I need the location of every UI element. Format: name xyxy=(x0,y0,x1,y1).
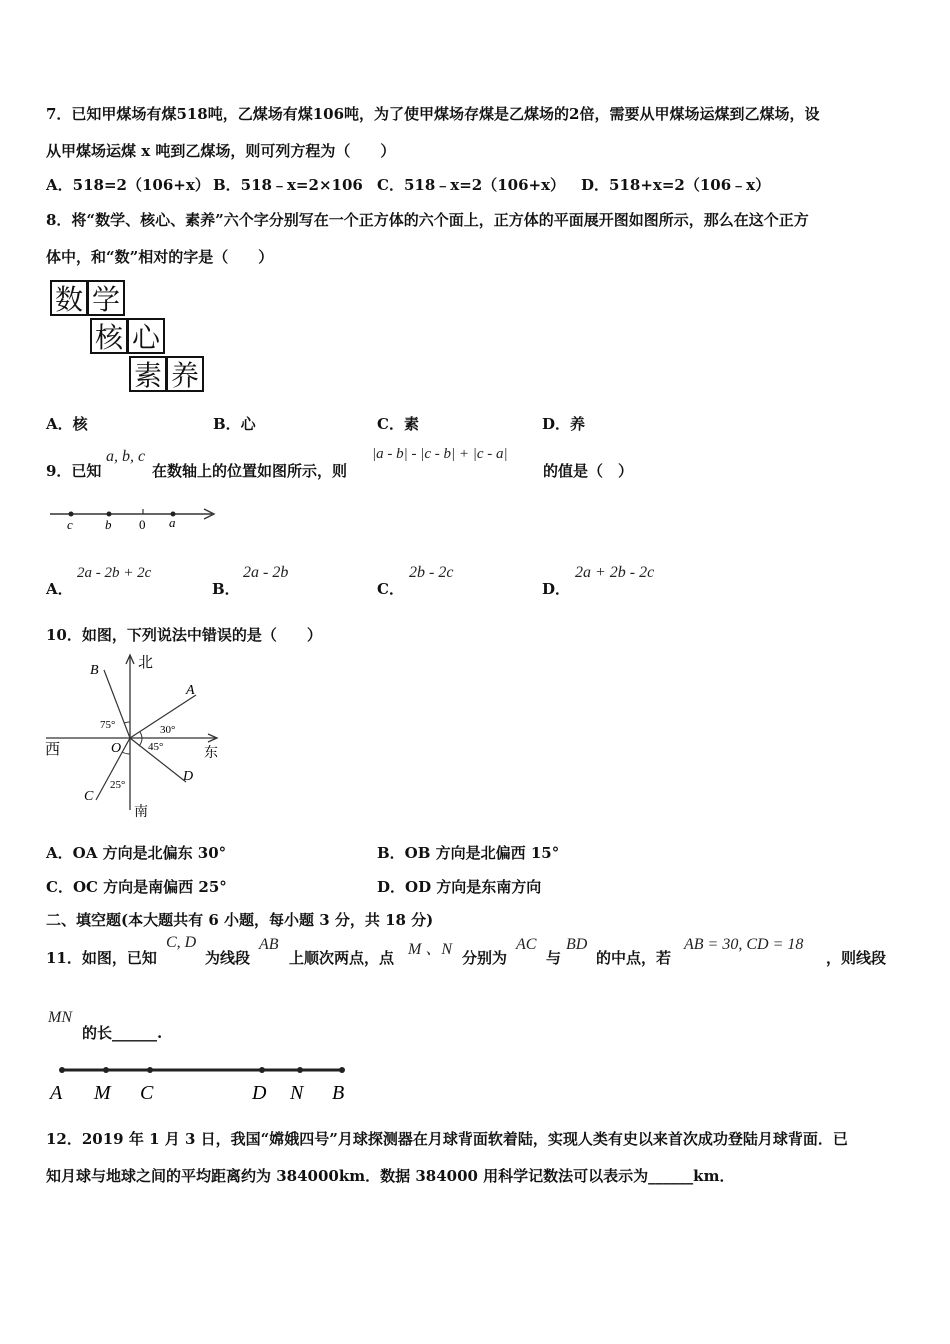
label-D: D xyxy=(183,769,194,784)
label-C: C xyxy=(84,789,94,804)
q11-text-4: 与 xyxy=(546,949,562,967)
q11-text-3: 分别为 xyxy=(462,949,508,967)
q11-bd: BD xyxy=(566,936,588,953)
point-C xyxy=(147,1067,153,1073)
q11-cd: C, D xyxy=(166,934,197,951)
q8-stem-line2: 体中，和“数”相对的字是（ ） xyxy=(46,248,274,266)
q10-option-a: A．OA 方向是北偏东 30° xyxy=(46,844,227,862)
cube-face-xue: 学 xyxy=(87,280,125,316)
arc-25 xyxy=(122,752,130,754)
label-east: 东 xyxy=(204,746,218,761)
q10-stem: 10．如图，下列说法中错误的是（ ） xyxy=(46,626,322,644)
q11-ac: AC xyxy=(516,936,537,953)
label-C: C xyxy=(140,1082,154,1104)
q7-option-a: A．518=2（106+x） xyxy=(46,176,210,194)
number-line-figure xyxy=(46,500,221,536)
q11-text-5: 的中点，若 xyxy=(596,949,672,967)
label-A: A xyxy=(186,683,195,698)
q11-answer-blank: 的长______. xyxy=(82,1024,163,1042)
label-angle-25: 25° xyxy=(110,779,126,791)
q8-stem-line1: 8．将“数学、核心、素养”六个字分别写在一个正方体的六个面上，正方体的平面展开图如图所示，那么在这个正方 xyxy=(46,211,809,229)
q12-stem-line2: 知月球与地球之间的平均距离约为 384000km．数据 384000 用科学记数法可以表示为______km． xyxy=(46,1167,735,1185)
label-b: b xyxy=(105,517,112,532)
point-c xyxy=(69,512,74,517)
point-A xyxy=(59,1067,65,1073)
arc-30 xyxy=(140,732,142,738)
point-D xyxy=(259,1067,265,1073)
q7-option-c: C．518﹣x=2（106+x） xyxy=(377,176,566,194)
point-b xyxy=(107,512,112,517)
q8-option-a: A．核 xyxy=(46,415,88,433)
q11-text-1: 为线段 xyxy=(205,949,251,967)
q9-prefix: 9．已知 xyxy=(46,462,102,480)
q7-stem-line2: 从甲煤场运煤 x 吨到乙煤场，则可列方程为（ ） xyxy=(46,142,396,160)
segment-figure xyxy=(46,1058,356,1106)
q9-option-c-letter: C． xyxy=(377,580,404,598)
q8-option-c: C．素 xyxy=(377,415,419,433)
q9-option-a-letter: A． xyxy=(46,580,73,598)
q9-option-d-letter: D． xyxy=(542,580,571,598)
cube-face-shu: 数 xyxy=(50,280,88,316)
q9-option-b-expr: 2a - 2b xyxy=(243,564,289,581)
point-N xyxy=(297,1067,303,1073)
label-A: A xyxy=(50,1082,63,1104)
label-north: 北 xyxy=(138,655,154,671)
section-2-heading: 二、填空题(本大题共有 6 小题，每小题 3 分，共 18 分) xyxy=(46,911,434,929)
label-south: 南 xyxy=(134,805,148,820)
q8-option-b: B．心 xyxy=(213,415,256,433)
q11-mn-segment: MN xyxy=(48,1009,72,1026)
cube-face-su: 素 xyxy=(129,356,167,392)
q9-suffix: 的值是（ ） xyxy=(543,462,634,480)
q11-condition: AB = 30, CD = 18 xyxy=(684,936,804,953)
q12-stem-line1: 12．2019 年 1 月 3 日，我国“嫦娥四号”月球探测器在月球背面软着陆，实现人类有史以来首次成功登陆月球背面．已 xyxy=(46,1130,848,1148)
label-west: 西 xyxy=(45,742,61,758)
label-c: c xyxy=(67,517,73,532)
q8-option-d: D．养 xyxy=(542,415,586,433)
q7-option-d: D．518+x=2（106﹣x） xyxy=(581,176,771,194)
label-D: D xyxy=(252,1082,267,1104)
label-N: N xyxy=(290,1082,304,1104)
q9-vars: a, b, c xyxy=(106,448,146,465)
q7-option-b: B．518﹣x=2×106 xyxy=(213,176,363,194)
label-a: a xyxy=(169,515,176,530)
q10-option-b: B．OB 方向是北偏西 15° xyxy=(377,844,560,862)
q9-option-d-expr: 2a + 2b - 2c xyxy=(575,564,655,581)
q9-middle: 在数轴上的位置如图所示，则 xyxy=(152,462,348,480)
direction-figure xyxy=(44,650,224,822)
label-B: B xyxy=(332,1082,345,1104)
q10-option-d: D．OD 方向是东南方向 xyxy=(377,878,542,896)
cube-face-yang: 养 xyxy=(166,356,204,392)
q11-mn: M 、N xyxy=(408,941,453,958)
label-B: B xyxy=(90,663,99,678)
label-M: M xyxy=(94,1082,111,1104)
q11-text-2: 上顺次两点，点 xyxy=(289,949,395,967)
q9-option-a-expr: 2a - 2b + 2c xyxy=(77,565,152,581)
q11-text-6: ，则线段 xyxy=(826,949,887,967)
q9-option-b-letter: B． xyxy=(212,580,240,598)
q9-option-c-expr: 2b - 2c xyxy=(409,564,454,581)
q7-stem-line1: 7．已知甲煤场有煤518吨，乙煤场有煤106吨，为了使甲煤场存煤是乙煤场的2倍，需要从甲煤场运煤到乙煤场，设 xyxy=(46,105,820,123)
cube-face-xin: 心 xyxy=(127,318,165,354)
point-M xyxy=(103,1067,109,1073)
label-O: O xyxy=(111,741,122,756)
label-zero: 0 xyxy=(139,517,146,532)
arc-45 xyxy=(139,738,142,746)
label-angle-75: 75° xyxy=(100,719,116,731)
label-angle-45: 45° xyxy=(148,741,164,753)
arc-75 xyxy=(124,722,130,723)
q11-ab: AB xyxy=(259,936,279,953)
q11-prefix: 11．如图，已知 xyxy=(46,949,157,967)
point-B xyxy=(339,1067,345,1073)
cube-face-he: 核 xyxy=(90,318,128,354)
label-angle-30: 30° xyxy=(160,724,176,736)
q10-option-c: C．OC 方向是南偏西 25° xyxy=(46,878,227,896)
q9-expression: |a - b| - |c - b| + |c - a| xyxy=(372,446,508,462)
